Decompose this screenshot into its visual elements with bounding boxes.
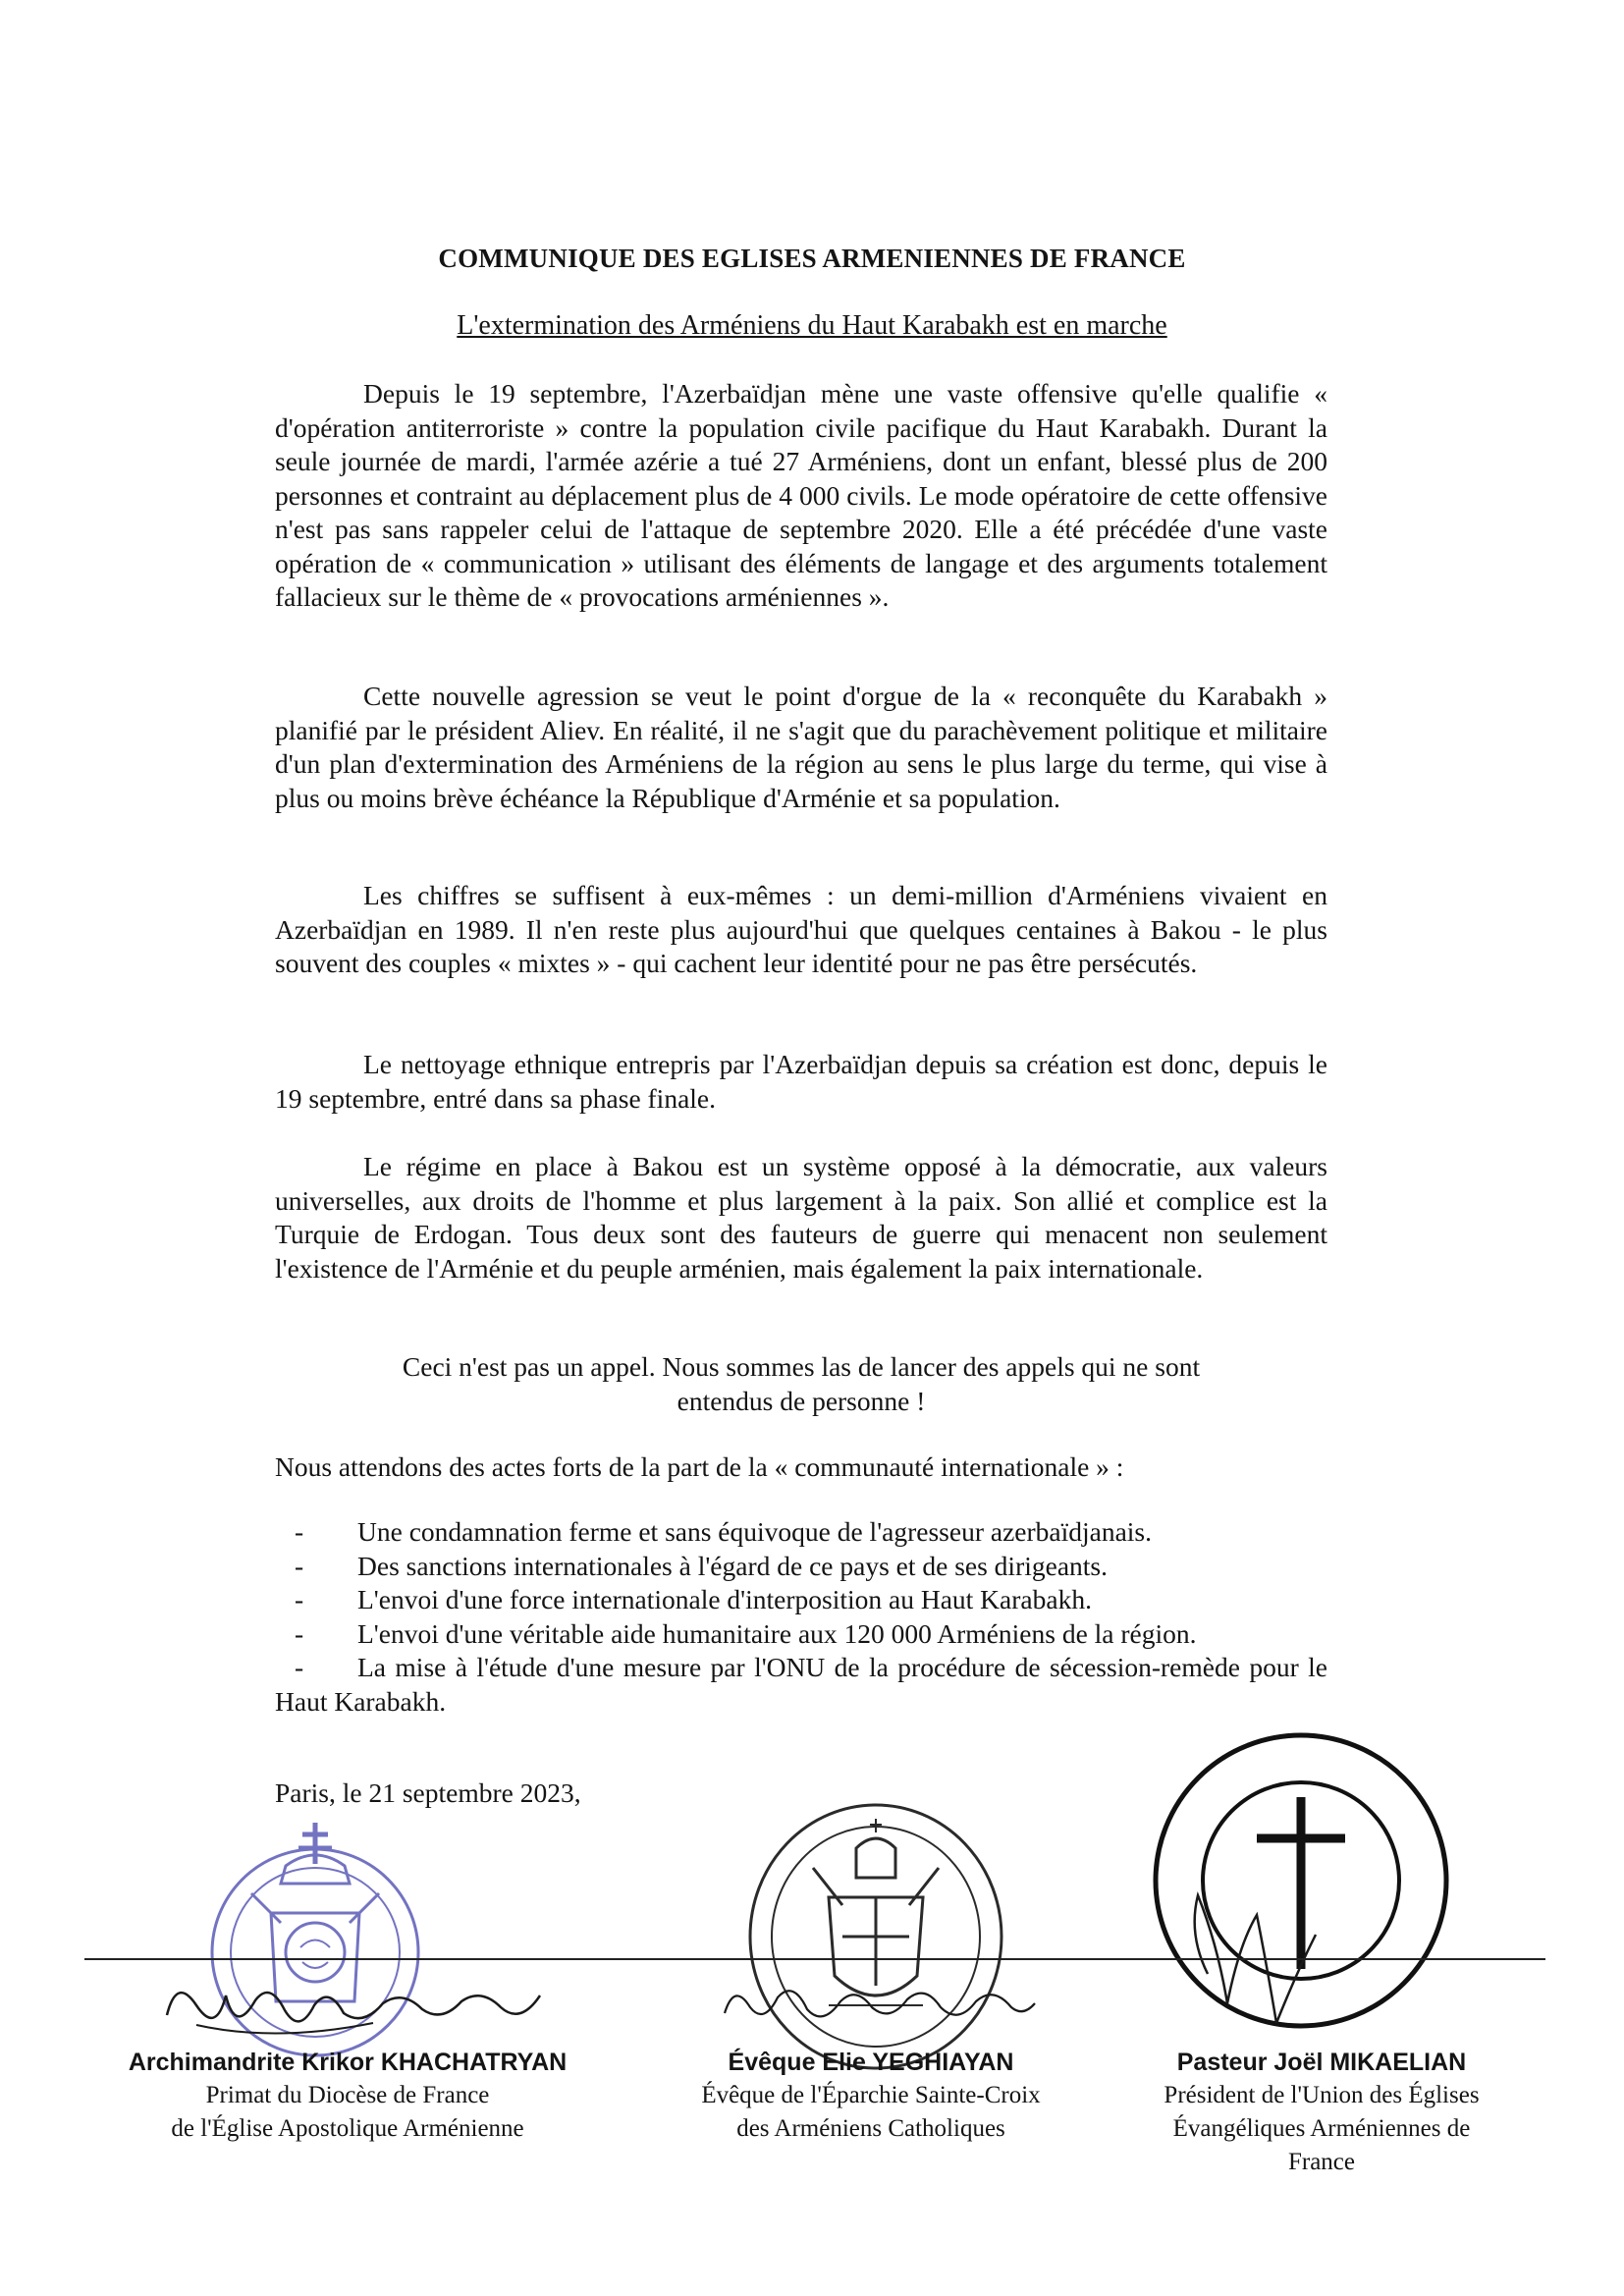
demands-intro: Nous attendons des actes forts de la part de la « communauté internationale » :	[275, 1451, 1124, 1482]
signatory-role-line: de l'Église Apostolique Arménienne	[171, 2115, 524, 2142]
catholic-eparchy-seal	[734, 1789, 1017, 2082]
demand-item: - La mise à l'étude d'une mesure par l'ONU de la procédure de sécession-remède pour le Haut Karabakh.	[275, 1651, 1327, 1719]
signature-yeghiayan	[717, 1974, 1041, 2033]
demand-item: - Des sanctions internationales à l'égard de ce pays et de ses dirigeants.	[275, 1550, 1327, 1584]
signatory-role-line: France	[1287, 2149, 1356, 2175]
document-title: COMMUNIQUE DES EGLISES ARMENIENNES DE FRANCE	[438, 244, 1186, 273]
paragraph-4: Le nettoyage ethnique entrepris par l'Azerbaïdjan depuis sa création est donc, depuis le 19 septembre, entré dans sa phase finale.	[275, 1049, 1327, 1114]
signatory-name: Pasteur Joël MIKAELIAN	[1176, 2049, 1467, 2076]
signatory-role-line: Président de l'Union des Églises	[1164, 2082, 1480, 2108]
signatory-name: Archimandrite Krikor KHACHATRYAN	[128, 2049, 568, 2076]
signature-divider	[84, 1958, 1545, 1960]
paragraph-3: Les chiffres se suffisent à eux-mêmes : un demi-million d'Arméniens vivaient en Azerbaïdjan en 1989. Il n'en reste plus aujourd'hui que quelques centaines à Bakou - le plus souvent des couples « mixtes » - qui cachent leur identité pour ne pas être persécutés.	[275, 880, 1327, 978]
not-an-appeal-statement	[275, 1350, 1327, 1418]
signature-mikaelian	[1168, 1856, 1345, 2052]
dateline: Paris, le 21 septembre 2023,	[275, 1777, 581, 1808]
not-an-appeal-line-1: Ceci n'est pas un appel. Nous sommes las de lancer des appels qui ne sont	[402, 1351, 1201, 1382]
not-an-appeal-line-2: entendus de personne !	[677, 1385, 926, 1416]
paragraph-5: Le régime en place à Bakou est un système opposé à la démocratie, aux valeurs universelles, aux droits de l'homme et plus largement à la paix. Son allié et complice est la Turquie de Erdogan. Tous deux sont des fauteurs de guerre qui menacent non seulement l'existence de l'Arménie et du peuple arménien, mais également la paix internationale.	[275, 1151, 1327, 1284]
signatory-name: Évêque Elie YEGHIAYAN	[728, 2049, 1014, 2076]
document-subtitle: L'extermination des Arméniens du Haut Karabakh est en marche	[457, 310, 1167, 341]
demand-item: - L'envoi d'une force internationale d'interposition au Haut Karabakh.	[275, 1583, 1327, 1617]
signatory-role-line: des Arméniens Catholiques	[736, 2115, 1005, 2142]
signatory-mikaelian	[1119, 2046, 1524, 2179]
paragraph-1: Depuis le 19 septembre, l'Azerbaïdjan mène une vaste offensive qu'elle qualifie « d'opération antiterroriste » contre la population civile pacifique du Haut Karabakh. Durant la seule journée de mardi, l'armée azérie a tué 27 Arméniens, dont un enfant, blessé plus de 200 personnes et contraint au déplacement plus de 4 000 civils. Le mode opératoire de cette offensive n'est pas sans rappeler celui de l'attaque de septembre 2020. Elle a été précédée d'une vaste opération de « communication » utilisant des éléments de langage et des arguments totalement fallacieux sur le thème de « provocations arméniennes ».	[275, 378, 1327, 612]
signatory-role-line: Évangéliques Arméniennes de	[1172, 2115, 1471, 2142]
signatory-role-line: Primat du Diocèse de France	[205, 2082, 490, 2108]
demand-item: - Une condamnation ferme et sans équivoque de l'agresseur azerbaïdjanais.	[275, 1515, 1327, 1550]
signatory-khachatryan	[84, 2046, 611, 2146]
demand-item: - L'envoi d'une véritable aide humanitaire aux 120 000 Arméniens de la région.	[275, 1617, 1327, 1652]
signature-khachatryan	[157, 1966, 550, 2047]
paragraph-2: Cette nouvelle agression se veut le point d'orgue de la « reconquête du Karabakh » planifié par le président Aliev. En réalité, il ne s'agit que du parachèvement politique et militaire d'un plan d'extermination des Arméniens de la région au sens le plus large du terme, qui vise à plus ou moins brève échéance la République d'Arménie et sa population.	[275, 681, 1327, 813]
signatory-yeghiayan	[638, 2046, 1104, 2146]
demands-list	[275, 1515, 1327, 1719]
signatory-role-line: Évêque de l'Éparchie Sainte-Croix	[701, 2082, 1041, 2108]
